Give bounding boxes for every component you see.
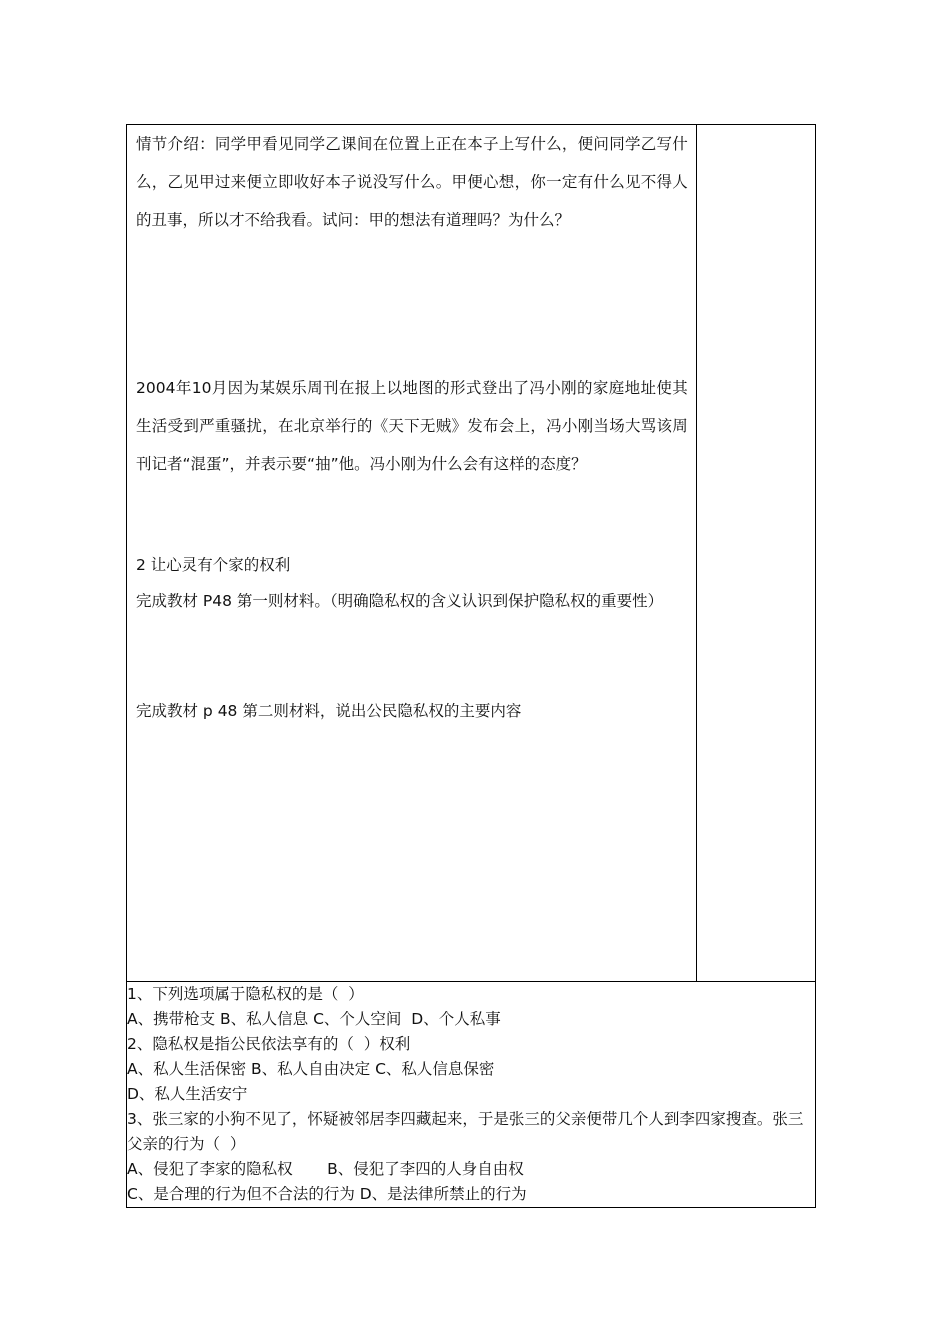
notes-column-cell [696, 125, 815, 982]
answer-space [136, 483, 688, 548]
answer-space [136, 620, 688, 692]
scenario-paragraph: 情节介绍：同学甲看见同学乙课间在位置上正在本子上写什么，便问同学乙写什么，乙见甲过来便立即收好本子说没写什么。甲便心想，你一定有什么见不得人的丑事，所以才不给我看。试问：甲的想法有道理吗？为什么？ [136, 135, 688, 229]
quiz-line: A、携带枪支 B、私人信息 C、个人空间 D、个人私事 [127, 1010, 501, 1028]
main-content-cell [127, 125, 697, 982]
quiz-line: A、侵犯了李家的隐私权 B、侵犯了李四的人身自由权 [127, 1160, 524, 1178]
case-paragraph: 2004年10月因为某娱乐周刊在报上以地图的形式登出了冯小刚的家庭地址使其生活受到严重骚扰，在北京举行的《天下无贼》发布会上，冯小刚当场大骂该周刊记者“混蛋”，并表示要“抽”他。冯小刚为什么会有这样的态度？ [136, 379, 688, 473]
quiz-line: D、私人生活安宁 [127, 1085, 248, 1103]
quiz-cell [127, 982, 816, 1208]
quiz-line: 1、下列选项属于隐私权的是（ ） [127, 985, 364, 1003]
task-paragraph: 完成教材 p 48 第二则材料，说出公民隐私权的主要内容 [136, 702, 522, 720]
quiz-line: 2、隐私权是指公民依法享有的（ ）权利 [127, 1035, 411, 1053]
section-heading: 2 让心灵有个家的权利 [136, 556, 291, 574]
content-row [127, 125, 816, 982]
quiz-row [127, 982, 816, 1208]
task-paragraph: 完成教材 P48 第一则材料。（明确隐私权的含义认识到保护隐私权的重要性） [136, 592, 664, 610]
worksheet-table [126, 124, 816, 1208]
quiz-line: 3、张三家的小狗不见了，怀疑被邻居李四藏起来，于是张三的父亲便带几个人到李四家搜查。张三父亲的行为（ ） [127, 1110, 804, 1153]
quiz-line: A、私人生活保密 B、私人自由决定 C、私人信息保密 [127, 1060, 495, 1078]
answer-space [136, 239, 688, 369]
quiz-line: C、是合理的行为但不合法的行为 D、是法律所禁止的行为 [127, 1185, 527, 1203]
